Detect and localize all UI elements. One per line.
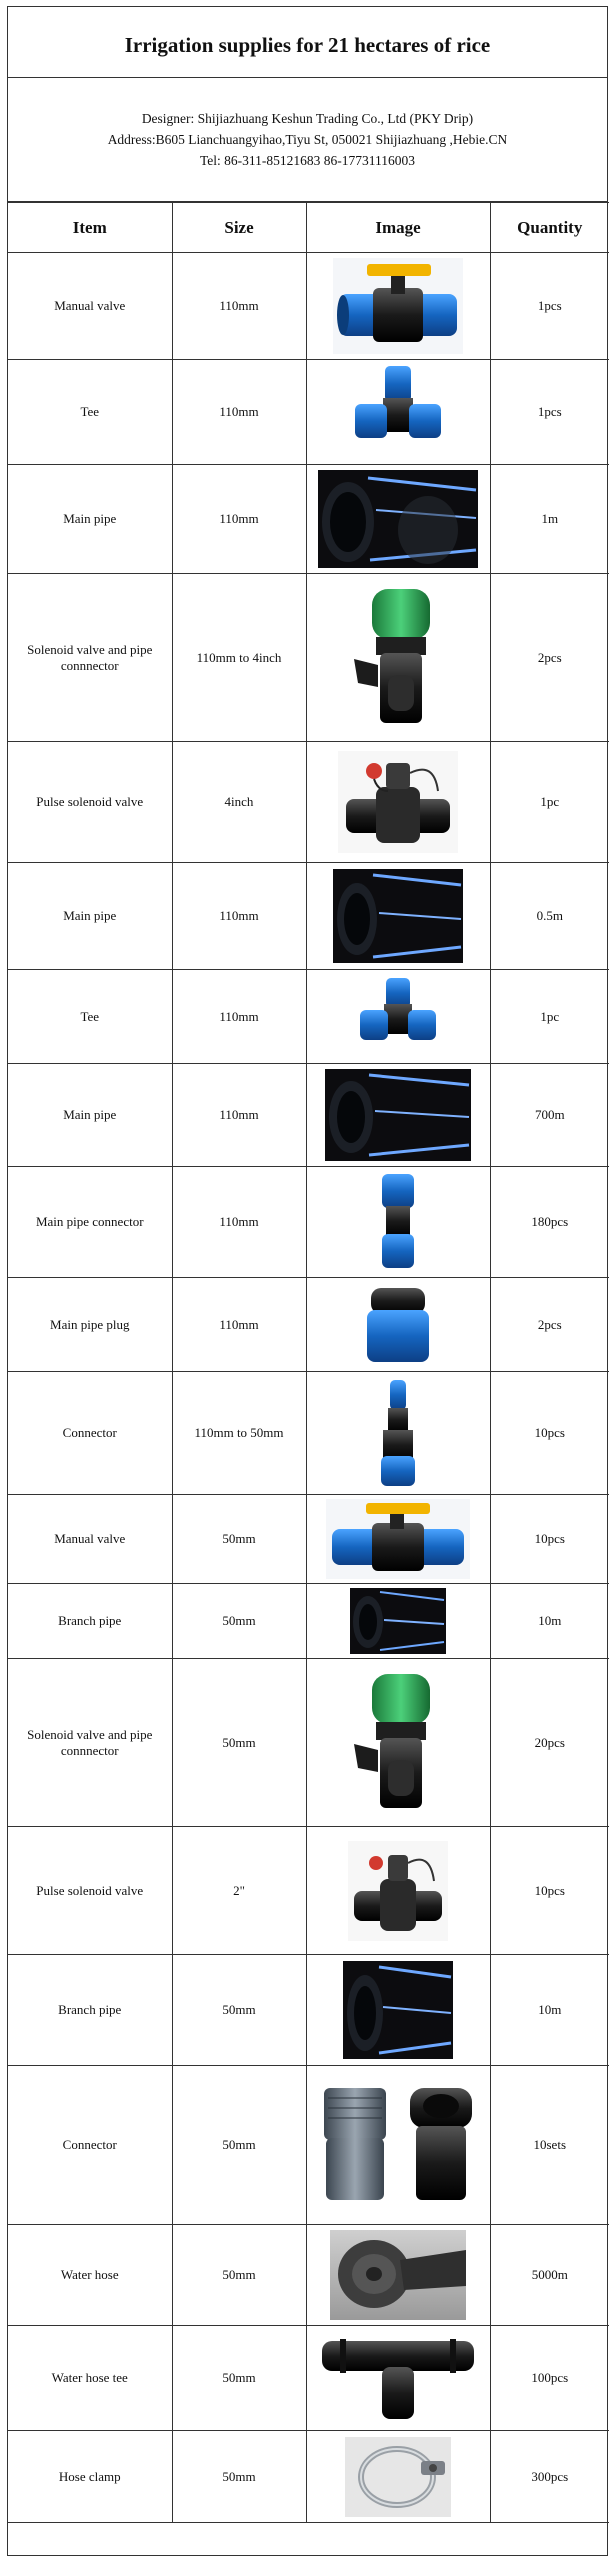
quantity-cell: 10sets (490, 2066, 609, 2225)
hose-tee-image (318, 2333, 478, 2423)
quantity-cell: 1pc (490, 742, 609, 863)
image-cell (306, 863, 490, 970)
item-cell: Manual valve (8, 1495, 172, 1584)
size-cell: 110mm (172, 1278, 306, 1372)
image-cell (306, 574, 490, 742)
end-plug-image (355, 1284, 441, 1366)
table-row (8, 1584, 609, 1659)
quantity-cell: 180pcs (490, 1167, 609, 1278)
quantity-cell: 10m (490, 1584, 609, 1659)
quantity-cell: 10pcs (490, 1495, 609, 1584)
quantity-cell: 1pc (490, 970, 609, 1064)
header-quantity: Quantity (490, 203, 609, 253)
image-cell (306, 742, 490, 863)
table-row (8, 1659, 609, 1827)
image-cell (306, 2066, 490, 2225)
size-cell: 110mm (172, 970, 306, 1064)
table-row (8, 2326, 609, 2431)
table-row (8, 863, 609, 970)
table-row (8, 2225, 609, 2326)
quantity-cell: 5000m (490, 2225, 609, 2326)
image-cell (306, 2225, 490, 2326)
size-cell: 50mm (172, 1495, 306, 1584)
item-cell: Branch pipe (8, 1955, 172, 2066)
item-cell: Connector (8, 1372, 172, 1495)
image-cell (306, 1659, 490, 1827)
item-cell: Tee (8, 970, 172, 1064)
image-cell (306, 1064, 490, 1167)
image-cell (306, 360, 490, 465)
size-cell: 110mm to 4inch (172, 574, 306, 742)
manual-valve-image (326, 1499, 470, 1579)
quantity-cell: 10pcs (490, 1827, 609, 1955)
designer-line: Designer: Shijiazhuang Keshun Trading Co., Ltd (PKY Drip) (141, 111, 474, 126)
solenoid-valve-image (348, 583, 448, 733)
size-cell: 110mm (172, 360, 306, 465)
image-cell (306, 1827, 490, 1955)
quantity-cell: 10m (490, 1955, 609, 2066)
document-sheet (7, 6, 608, 2556)
quantity-cell: 10pcs (490, 1372, 609, 1495)
size-cell: 4inch (172, 742, 306, 863)
image-cell (306, 1955, 490, 2066)
tee-fitting-image (353, 364, 443, 460)
image-cell (306, 1167, 490, 1278)
lay-flat-hose-image (330, 2230, 466, 2320)
pipe-image (350, 1588, 446, 1654)
size-cell: 50mm (172, 2326, 306, 2431)
size-cell: 50mm (172, 2431, 306, 2523)
size-cell: 110mm to 50mm (172, 1372, 306, 1495)
company-info (8, 78, 607, 202)
size-cell: 50mm (172, 1955, 306, 2066)
reducer-image (373, 1378, 423, 1488)
tee-fitting-image (358, 976, 438, 1058)
quantity-cell: 300pcs (490, 2431, 609, 2523)
size-cell: 50mm (172, 2225, 306, 2326)
item-cell: Main pipe (8, 465, 172, 574)
table-row (8, 360, 609, 465)
header-image: Image (306, 203, 490, 253)
pipe-image (318, 470, 478, 568)
quantity-cell: 1pcs (490, 253, 609, 360)
quantity-cell: 1pcs (490, 360, 609, 465)
document-title: Irrigation supplies for 21 hectares of rice (8, 7, 607, 78)
quantity-cell: 0.5m (490, 863, 609, 970)
image-cell (306, 1495, 490, 1584)
table-row (8, 1064, 609, 1167)
threaded-connectors-image (316, 2082, 480, 2208)
table-row (8, 574, 609, 742)
item-cell: Connector (8, 2066, 172, 2225)
quantity-cell: 1m (490, 465, 609, 574)
table-row (8, 1495, 609, 1584)
item-cell: Branch pipe (8, 1584, 172, 1659)
table-row (8, 742, 609, 863)
table-header-row (8, 203, 609, 253)
item-cell: Pulse solenoid valve (8, 742, 172, 863)
table-row (8, 1167, 609, 1278)
pipe-image (343, 1961, 453, 2059)
item-cell: Solenoid valve and pipe connnector (8, 1659, 172, 1827)
item-cell: Water hose (8, 2225, 172, 2326)
quantity-cell: 20pcs (490, 1659, 609, 1827)
size-cell: 110mm (172, 253, 306, 360)
telephone-line: Tel: 86-311-85121683 86-17731116003 (199, 153, 416, 168)
table-row (8, 970, 609, 1064)
pulse-solenoid-valve-image (338, 751, 458, 853)
table-row (8, 465, 609, 574)
item-cell: Manual valve (8, 253, 172, 360)
pulse-solenoid-valve-image (348, 1841, 448, 1941)
size-cell: 110mm (172, 1064, 306, 1167)
header-item: Item (8, 203, 172, 253)
address-line: Address:B605 Lianchuangyihao,Tiyu St, 050021 Shijiazhuang ,Hebie.CN (107, 132, 508, 147)
item-cell: Water hose tee (8, 2326, 172, 2431)
manual-valve-image (333, 258, 463, 354)
size-cell: 50mm (172, 1659, 306, 1827)
item-cell: Main pipe (8, 1064, 172, 1167)
pipe-image (325, 1069, 471, 1161)
pipe-image (333, 869, 463, 963)
quantity-cell: 700m (490, 1064, 609, 1167)
image-cell (306, 1372, 490, 1495)
item-cell: Main pipe plug (8, 1278, 172, 1372)
image-cell (306, 970, 490, 1064)
image-cell (306, 465, 490, 574)
hose-clamp-image (345, 2437, 451, 2517)
size-cell: 50mm (172, 2066, 306, 2225)
coupling-image (358, 1172, 438, 1272)
image-cell (306, 2431, 490, 2523)
table-row (8, 2066, 609, 2225)
header-size: Size (172, 203, 306, 253)
solenoid-valve-image (348, 1668, 448, 1818)
table-row (8, 1372, 609, 1495)
size-cell: 110mm (172, 863, 306, 970)
size-cell: 50mm (172, 1584, 306, 1659)
item-cell: Pulse solenoid valve (8, 1827, 172, 1955)
table-row (8, 2431, 609, 2523)
size-cell: 2" (172, 1827, 306, 1955)
size-cell: 110mm (172, 1167, 306, 1278)
item-cell: Hose clamp (8, 2431, 172, 2523)
supplies-table (8, 202, 609, 2523)
item-cell: Main pipe connector (8, 1167, 172, 1278)
quantity-cell: 2pcs (490, 1278, 609, 1372)
table-row (8, 1827, 609, 1955)
quantity-cell: 2pcs (490, 574, 609, 742)
table-row (8, 1955, 609, 2066)
image-cell (306, 1584, 490, 1659)
item-cell: Tee (8, 360, 172, 465)
image-cell (306, 2326, 490, 2431)
table-row (8, 1278, 609, 1372)
table-row (8, 253, 609, 360)
quantity-cell: 100pcs (490, 2326, 609, 2431)
image-cell (306, 1278, 490, 1372)
item-cell: Main pipe (8, 863, 172, 970)
image-cell (306, 253, 490, 360)
item-cell: Solenoid valve and pipe connnector (8, 574, 172, 742)
size-cell: 110mm (172, 465, 306, 574)
